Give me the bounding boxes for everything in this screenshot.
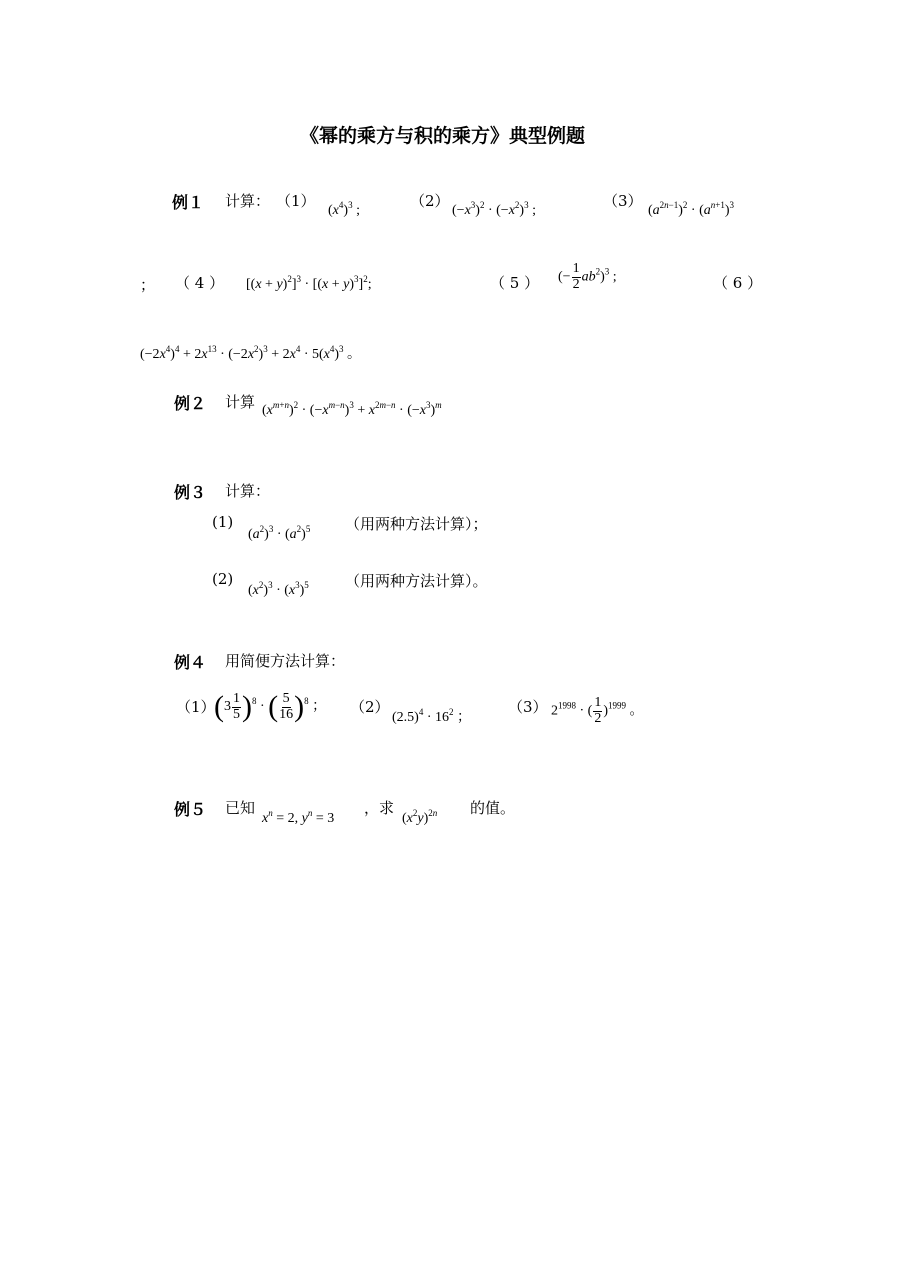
example-1-num-5: （ 5 ） [490,274,540,292]
example-4-num-3: （3） [508,698,548,716]
example-3-note-1: （用两种方法计算）； [345,515,488,533]
example-4-num-2: （2） [350,698,390,716]
example-2-label: 例２ [174,394,207,413]
example-4-end: 。 [629,703,644,719]
example-1-num-6: （ 6 ） [713,274,763,292]
formula-1-4: $[(x + y)^2]^3 \cdot [(x + y)^3]^2$; [246,274,372,292]
example-1-num-1: （1） [276,192,316,210]
formula-5-2: $(x^2y)^{2n}$ [402,808,438,826]
formula-5-1: $x^n = 2$, $y^n = 3$ [262,808,335,826]
formula-1-1: $(x^4)^3$ ; [328,200,360,218]
example-5-text-2: ，求 [364,799,395,817]
formula-4-3: $2^{1998}$ · ( $\frac{1}{2}$ )$^{1999}$ 。 [551,695,644,726]
formula-1-5: (− $\frac{1}{2}$ $ab^2)^3$ ; [558,261,617,292]
example-1-label: 例１ [172,193,205,212]
formula-3-1: $(a^2)^3 \cdot (a^2)^5$ [248,524,311,542]
example-5-text-1: 已知 [225,799,256,817]
example-4-text: 用简便方法计算： [225,652,346,670]
example-2-text: 计算 [225,393,256,411]
example-1-sep: ； [140,276,156,294]
example-1-text: 计算： [225,192,271,210]
formula-1-2: $(-x^3)^2 \cdot (-x^2)^3$ ; [452,200,536,218]
example-1-num-4: （ 4 ） [175,274,225,292]
example-4-label: 例４ [174,653,207,672]
example-3-note-2: （用两种方法计算）。 [345,572,488,590]
example-5-label: 例５ [174,800,207,819]
example-3-num-1: (1) [212,513,234,531]
example-3-label: 例３ [174,483,207,502]
example-4-sep-2: ； [457,710,471,725]
formula-2: $(x^{m+n})^2 \cdot (-x^{m-n})^3 + x^{2m-n} \cdot (-x^3)^m$ [262,400,442,418]
formula-1-6: $(-2x^4)^4 + 2x^{13} \cdot (-2x^2)^3 + 2x^4 \cdot 5(x^4)^3$ 。 [140,344,362,362]
formula-1-3: $(a^{2n-1})^2 \cdot (a^{n+1})^3$ [648,200,734,218]
formula-3-2: $(x^2)^3 \cdot (x^3)^5$ [248,580,309,598]
formula-4-1: (3 $\frac{1}{5}$ )$^8$ · ( $\frac{5}{16}$ )$^8$ ； [214,690,327,723]
example-1-num-3: （3） [603,192,643,210]
formula-4-2: $(2.5)^4 \cdot 16^2$ ； [392,707,471,725]
example-5-text-3: 的值。 [470,799,516,817]
example-4-num-1: （1） [176,698,216,716]
example-4-sep-1: ； [312,699,327,715]
example-3-num-2: (2) [212,570,234,588]
page-title: 《幂的乘方与积的乘方》典型例题 [300,125,586,147]
example-1-end: 。 [347,347,362,362]
example-1-num-2: （2） [410,192,450,210]
example-3-text: 计算： [225,482,271,500]
